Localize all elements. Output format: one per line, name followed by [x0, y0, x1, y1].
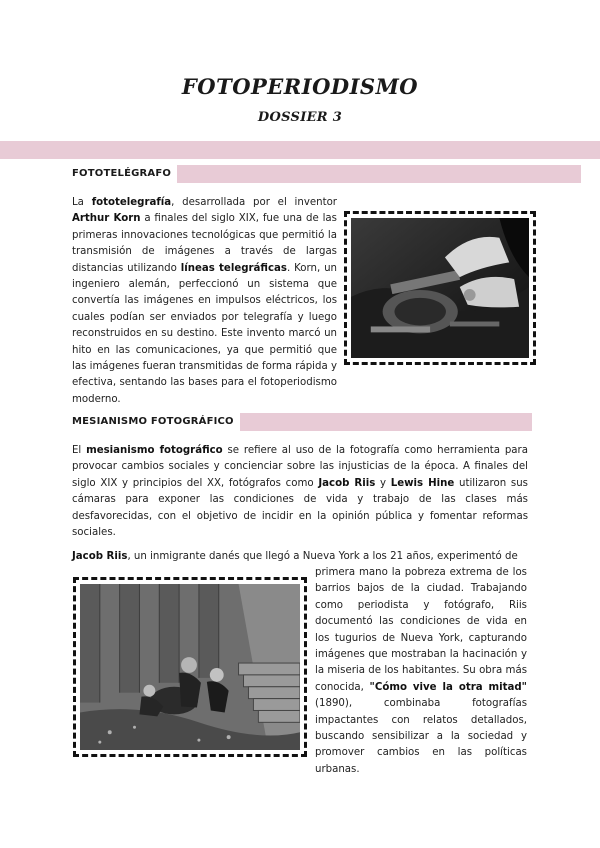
riis-paragraph: primera mano la pobreza extrema de los barrios bajos de la ciudad. Trabajando como periodista y fotógrafo, Riis documentó las condiciones de vida en los tugurios de Nueva York, capturando imágenes que mostraban la hacinación y la miseria de los habitantes. Su obra más conocida, "Cómo vive la otra mitad" (1890), combinaba fotografías impactantes con relatos detallados, buscando sensibilizar a la sociedad y promover cambios en las políticas urbanas.	[315, 567, 527, 775]
fototelegrafo-paragraph: La fototelegrafía, desarrollada por el inventor Arthur Korn a finales del siglo XIX, fue una de las primeras innovaciones tecnológicas que permitió la transmisión de imágenes a través de largas distancias utilizando líneas telegráficas. Korn, un ingeniero alemán, perfeccionó un sistema que convertía las imágenes en impulsos eléctricos, los cuales podían ser enviados por telegrafía y luego reconstruidos en su destino. Este invento marcó un hito en las comunicaciones, ya que permitió que las imágenes fueran transmitidas de forma rápida y efectiva, sentando las bases para el fotoperiodismo moderno.	[72, 197, 337, 405]
telegraph-photo	[344, 211, 536, 365]
mesianismo-paragraph: El mesianismo fotográfico se refiere al uso de la fotografía como herramienta para provocar cambios sociales y concienciar sobre las injusticias de la época. A finales del siglo XIX y principios del XX, fotógrafos como Jacob Riis y Lewis Hine utilizaron sus cámaras para exponer las condiciones de vida y trabajo de las clases más desfavorecidas, con el objetivo de incidir en la opinión pública y fomentar reformas sociales.	[72, 445, 528, 539]
page-title: FOTOPERIODISMO	[181, 74, 419, 99]
header-band	[0, 141, 600, 159]
section-heading-fototelegrafo: FOTOTELÉGRAFO	[66, 165, 177, 183]
page-subtitle: DOSSIER 3	[257, 110, 343, 125]
section-heading-mesianismo: MESIANISMO FOTOGRÁFICO	[66, 413, 240, 431]
riis-intro-line: Jacob Riis, un inmigrante danés que llegó a Nueva York a los 21 años, experimentó de	[72, 551, 518, 562]
tenement-photo	[73, 577, 307, 757]
